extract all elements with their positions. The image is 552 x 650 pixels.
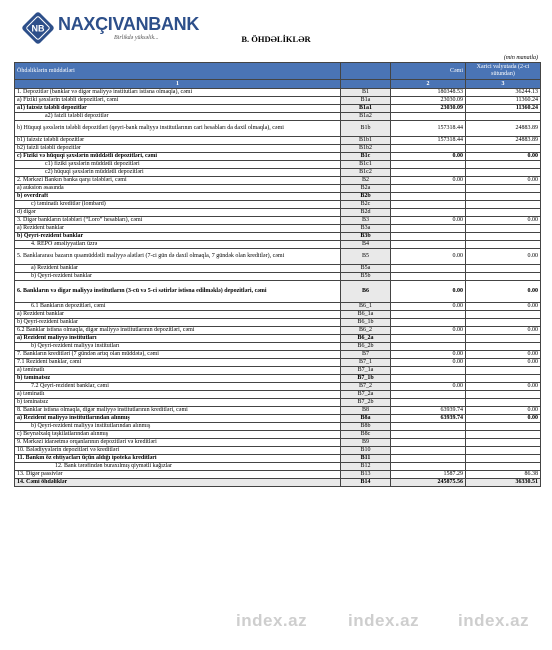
row-code: B7_2 bbox=[341, 383, 391, 391]
row-name: 6. Bankların və digər maliyyə institutların (3-cü və 5-ci sətirlər istisna edilməklə) depozitləri, cəmi bbox=[15, 281, 341, 303]
row-total-value bbox=[391, 399, 466, 407]
table-row bbox=[15, 343, 541, 351]
row-code: B12 bbox=[341, 463, 391, 471]
table-header-row bbox=[15, 63, 541, 80]
row-name: 12. Bank tərəfindən buraxılmış qiymətli kağızlar bbox=[15, 463, 341, 471]
table-row bbox=[15, 311, 541, 319]
row-foreign-value bbox=[466, 241, 541, 249]
watermark: index.az bbox=[458, 611, 530, 630]
row-total-value bbox=[391, 113, 466, 121]
table-row bbox=[15, 233, 541, 241]
header-total: Cəmi bbox=[391, 63, 466, 80]
row-code: B2c bbox=[341, 201, 391, 209]
row-foreign-value bbox=[466, 209, 541, 217]
row-total-value bbox=[391, 431, 466, 439]
table-row bbox=[15, 359, 541, 367]
row-name: 9. Mərkəzi idarəetmə orqanlarının depozitləri və kreditləri bbox=[15, 439, 341, 447]
row-name: 6.1 Bankların depozitləri, cəmi bbox=[15, 303, 341, 311]
row-total-value bbox=[391, 273, 466, 281]
row-foreign-value bbox=[466, 463, 541, 471]
row-foreign-value: 0.00 bbox=[466, 153, 541, 161]
table-row bbox=[15, 399, 541, 407]
row-name: b) Qeyri-rezident banklar bbox=[15, 319, 341, 327]
row-total-value: 63939.74 bbox=[391, 407, 466, 415]
table-row bbox=[15, 439, 541, 447]
row-code: B1b bbox=[341, 121, 391, 137]
table-row bbox=[15, 225, 541, 233]
row-name: 7.1 Rezident banklar, cəmi bbox=[15, 359, 341, 367]
row-code: B8a bbox=[341, 415, 391, 423]
table-row bbox=[15, 217, 541, 225]
row-foreign-value bbox=[466, 145, 541, 153]
table-row bbox=[15, 137, 541, 145]
row-code: B11 bbox=[341, 455, 391, 463]
row-total-value: 0.00 bbox=[391, 351, 466, 359]
row-total-value: 0.00 bbox=[391, 383, 466, 391]
table-row bbox=[15, 121, 541, 137]
row-total-value: 23030.09 bbox=[391, 105, 466, 113]
row-code: B7_1a bbox=[341, 367, 391, 375]
row-total-value bbox=[391, 391, 466, 399]
row-name: 10. Bələdiyyələrin depozitləri və kreditləri bbox=[15, 447, 341, 455]
row-name: 14. Cəmi öhdəliklər bbox=[15, 479, 341, 487]
row-foreign-value bbox=[466, 439, 541, 447]
row-code: B1a bbox=[341, 97, 391, 105]
table-row bbox=[15, 455, 541, 463]
row-foreign-value bbox=[466, 343, 541, 351]
bank-name: NAXÇIVANBANK bbox=[58, 14, 200, 34]
row-code: B1c2 bbox=[341, 169, 391, 177]
row-total-value: 0.00 bbox=[391, 303, 466, 311]
row-code: B1a2 bbox=[341, 113, 391, 121]
row-name: b) təminatsız bbox=[15, 399, 341, 407]
row-foreign-value bbox=[466, 311, 541, 319]
table-row bbox=[15, 375, 541, 383]
row-name: 4. REPO əməliyyatları üzrə bbox=[15, 241, 341, 249]
row-code: B1c bbox=[341, 153, 391, 161]
row-code: B5b bbox=[341, 273, 391, 281]
row-total-value: 63939.74 bbox=[391, 415, 466, 423]
row-foreign-value bbox=[466, 423, 541, 431]
row-foreign-value bbox=[466, 455, 541, 463]
table-row bbox=[15, 241, 541, 249]
table-row bbox=[15, 185, 541, 193]
row-name: c) Beynəlxalq təşkilatlarından alınmış bbox=[15, 431, 341, 439]
row-code: B7_2a bbox=[341, 391, 391, 399]
page-title: B. ÖHDƏLİKLƏR bbox=[241, 34, 311, 44]
row-foreign-value: 0.00 bbox=[466, 351, 541, 359]
table-row bbox=[15, 431, 541, 439]
table-row bbox=[15, 447, 541, 455]
row-total-value: 0.00 bbox=[391, 281, 466, 303]
table-row bbox=[15, 209, 541, 217]
row-total-value: 245875.56 bbox=[391, 479, 466, 487]
row-foreign-value bbox=[466, 161, 541, 169]
row-total-value: 0.00 bbox=[391, 359, 466, 367]
row-foreign-value: 0.00 bbox=[466, 281, 541, 303]
row-name: b) overdraft bbox=[15, 193, 341, 201]
row-name: c) Fiziki və hüquqi şəxslərin müddətli depozitləri, cəmi bbox=[15, 153, 341, 161]
table-row bbox=[15, 479, 541, 487]
row-name: b) Qeyri-rezident maliyyə institutları bbox=[15, 343, 341, 351]
row-total-value: 157318.44 bbox=[391, 137, 466, 145]
row-code: B2a bbox=[341, 185, 391, 193]
row-total-value: 1587.29 bbox=[391, 471, 466, 479]
row-total-value bbox=[391, 265, 466, 273]
table-row bbox=[15, 303, 541, 311]
row-name: b) Qeyri-rezident banklar bbox=[15, 273, 341, 281]
row-name: a1) faizsiz tələbli depozitlər bbox=[15, 105, 341, 113]
row-foreign-value bbox=[466, 367, 541, 375]
row-name: c2) hüquqi şəxslərin müddətli depozitləri bbox=[15, 169, 341, 177]
row-total-value: 0.00 bbox=[391, 177, 466, 185]
row-name: 7. Bankların kreditləri (7 gündən artıq olan müddətə), cəmi bbox=[15, 351, 341, 359]
row-total-value bbox=[391, 241, 466, 249]
table-row bbox=[15, 463, 541, 471]
row-foreign-value: 0.00 bbox=[466, 303, 541, 311]
row-code: B3a bbox=[341, 225, 391, 233]
row-foreign-value: 0.00 bbox=[466, 327, 541, 335]
column-number-1: 1 bbox=[15, 80, 341, 89]
row-foreign-value bbox=[466, 391, 541, 399]
row-foreign-value bbox=[466, 447, 541, 455]
row-foreign-value bbox=[466, 319, 541, 327]
row-name: 6.2 Banklar istisna olmaqla, digər maliyyə institutlarının depozitləri, cəmi bbox=[15, 327, 341, 335]
row-code: B14 bbox=[341, 479, 391, 487]
row-total-value: 0.00 bbox=[391, 249, 466, 265]
row-name: a) Rezident maliyyə institutları bbox=[15, 335, 341, 343]
table-row bbox=[15, 153, 541, 161]
row-name: 1. Depozitlər (banklar və digər maliyyə institutları istisna olmaqla), cəmi bbox=[15, 89, 341, 97]
table-row bbox=[15, 201, 541, 209]
row-foreign-value: 0.00 bbox=[466, 383, 541, 391]
row-total-value bbox=[391, 375, 466, 383]
row-total-value: 23030.09 bbox=[391, 97, 466, 105]
row-code: B6_1a bbox=[341, 311, 391, 319]
row-code: B5a bbox=[341, 265, 391, 273]
table-row bbox=[15, 407, 541, 415]
table-row bbox=[15, 471, 541, 479]
row-total-value: 180348.53 bbox=[391, 89, 466, 97]
table-row bbox=[15, 145, 541, 153]
row-name: a) auksion əsasında bbox=[15, 185, 341, 193]
watermark: index.az bbox=[348, 611, 420, 630]
table-row bbox=[15, 265, 541, 273]
row-foreign-value: 0.00 bbox=[466, 407, 541, 415]
row-foreign-value bbox=[466, 399, 541, 407]
row-foreign-value bbox=[466, 273, 541, 281]
row-name: 5. Banklararası bazarın qısamüddətli maliyyə alətləri (7-ci gün də daxil olmaqla, 7 gündək olan kreditlər), cəmi bbox=[15, 249, 341, 265]
row-total-value bbox=[391, 423, 466, 431]
row-code: B7_1b bbox=[341, 375, 391, 383]
row-name: 7.2 Qeyri-rezident banklar, cəmi bbox=[15, 383, 341, 391]
row-code: B1b2 bbox=[341, 145, 391, 153]
row-total-value bbox=[391, 439, 466, 447]
row-code: B6_1b bbox=[341, 319, 391, 327]
row-name: a) Fiziki şəxslərin tələbli depozitləri, cəmi bbox=[15, 97, 341, 105]
row-name: c1) fiziki şəxslərin müddətli depozitləri bbox=[15, 161, 341, 169]
row-foreign-value bbox=[466, 265, 541, 273]
row-total-value: 157318.44 bbox=[391, 121, 466, 137]
row-foreign-value: 36330.51 bbox=[466, 479, 541, 487]
row-foreign-value: 0.00 bbox=[466, 177, 541, 185]
row-name: a) Rezident banklar bbox=[15, 225, 341, 233]
row-total-value bbox=[391, 193, 466, 201]
row-name: 11. Bankın öz ehtiyacları üçün aldığı ipoteka kreditləri bbox=[15, 455, 341, 463]
row-foreign-value: 36244.13 bbox=[466, 89, 541, 97]
row-code: B2d bbox=[341, 209, 391, 217]
row-name: b) təminatsız bbox=[15, 375, 341, 383]
row-code: B10 bbox=[341, 447, 391, 455]
row-name: 8. Banklar istisna olmaqla, digər maliyyə institutlarının kreditləri, cəmi bbox=[15, 407, 341, 415]
table-row bbox=[15, 281, 541, 303]
table-row bbox=[15, 423, 541, 431]
table-row bbox=[15, 89, 541, 97]
row-name: a) təminatlı bbox=[15, 391, 341, 399]
row-code: B5 bbox=[341, 249, 391, 265]
row-foreign-value bbox=[466, 335, 541, 343]
row-name: b1) faizsiz tələbli depozitlər bbox=[15, 137, 341, 145]
row-total-value bbox=[391, 201, 466, 209]
table-row bbox=[15, 335, 541, 343]
column-number-3: 3 bbox=[466, 80, 541, 89]
row-foreign-value: 24883.89 bbox=[466, 137, 541, 145]
row-foreign-value bbox=[466, 225, 541, 233]
header-foreign-currency: Xarici valyutada (2-ci sütundan) bbox=[466, 63, 541, 80]
row-total-value: 0.00 bbox=[391, 153, 466, 161]
row-code: B8 bbox=[341, 407, 391, 415]
row-foreign-value: 24883.89 bbox=[466, 121, 541, 137]
table-row bbox=[15, 273, 541, 281]
row-name: 3. Digər bankların tələbləri (“Loro” hesabları), cəmi bbox=[15, 217, 341, 225]
row-code: B9 bbox=[341, 439, 391, 447]
row-total-value: 0.00 bbox=[391, 327, 466, 335]
row-code: B7_1 bbox=[341, 359, 391, 367]
row-total-value bbox=[391, 169, 466, 177]
liabilities-table bbox=[14, 62, 541, 487]
row-code: B8b bbox=[341, 423, 391, 431]
watermark: index.az bbox=[236, 611, 308, 630]
table-row bbox=[15, 169, 541, 177]
row-foreign-value bbox=[466, 431, 541, 439]
table-row bbox=[15, 105, 541, 113]
row-code: B1b1 bbox=[341, 137, 391, 145]
row-total-value bbox=[391, 447, 466, 455]
row-foreign-value bbox=[466, 193, 541, 201]
row-total-value bbox=[391, 319, 466, 327]
row-total-value bbox=[391, 209, 466, 217]
row-name: b) Hüquqi şəxslərin tələbli depozitləri (qeyri-bank maliyyə institutlarının cari hesabları da daxil olmaqla), cəmi bbox=[15, 121, 341, 137]
table-row bbox=[15, 113, 541, 121]
row-name: b) Qeyri-rezident maliyyə institutlarından alınmış bbox=[15, 423, 341, 431]
row-foreign-value: 11360.24 bbox=[466, 105, 541, 113]
row-name: b2) faizli tələbli depozitlər bbox=[15, 145, 341, 153]
bank-slogan: Birlikdə yüksəlik... bbox=[114, 35, 159, 41]
row-name: c) təminatlı kreditlər (lombard) bbox=[15, 201, 341, 209]
row-foreign-value: 0.00 bbox=[466, 415, 541, 423]
row-total-value bbox=[391, 161, 466, 169]
table-row bbox=[15, 193, 541, 201]
row-total-value bbox=[391, 185, 466, 193]
column-number-row bbox=[15, 80, 541, 89]
row-total-value bbox=[391, 225, 466, 233]
row-name: a) Rezident banklar bbox=[15, 265, 341, 273]
row-code: B6_2 bbox=[341, 327, 391, 335]
table-row bbox=[15, 319, 541, 327]
row-code: B1c1 bbox=[341, 161, 391, 169]
row-name: a) Rezident banklar bbox=[15, 311, 341, 319]
row-code: B7 bbox=[341, 351, 391, 359]
column-number-2: 2 bbox=[391, 80, 466, 89]
row-total-value bbox=[391, 233, 466, 241]
table-row bbox=[15, 351, 541, 359]
logo-badge-letters: NB bbox=[31, 23, 45, 34]
table-row bbox=[15, 161, 541, 169]
table-row bbox=[15, 383, 541, 391]
row-code: B1a1 bbox=[341, 105, 391, 113]
row-foreign-value bbox=[466, 169, 541, 177]
row-foreign-value: 0.00 bbox=[466, 249, 541, 265]
row-foreign-value bbox=[466, 201, 541, 209]
row-foreign-value: 0.00 bbox=[466, 217, 541, 225]
row-total-value bbox=[391, 455, 466, 463]
row-code: B4 bbox=[341, 241, 391, 249]
table-row bbox=[15, 249, 541, 265]
row-code: B6_1 bbox=[341, 303, 391, 311]
header-name: Öhdəliklərin müddətləri bbox=[15, 63, 341, 80]
row-code: B6_2b bbox=[341, 343, 391, 351]
column-number-code bbox=[341, 80, 391, 89]
row-code: B8c bbox=[341, 431, 391, 439]
row-name: 2. Mərkəzi Bankın banka qarşı tələbləri, cəmi bbox=[15, 177, 341, 185]
row-total-value bbox=[391, 463, 466, 471]
table-row bbox=[15, 415, 541, 423]
row-foreign-value: 0.00 bbox=[466, 359, 541, 367]
row-foreign-value bbox=[466, 185, 541, 193]
row-foreign-value bbox=[466, 233, 541, 241]
row-total-value bbox=[391, 145, 466, 153]
table-row bbox=[15, 177, 541, 185]
row-code: B6 bbox=[341, 281, 391, 303]
header-code bbox=[341, 63, 391, 80]
row-name: a2) faizli tələbli depozitlər bbox=[15, 113, 341, 121]
row-code: B3b bbox=[341, 233, 391, 241]
table-row bbox=[15, 97, 541, 105]
row-code: B3 bbox=[341, 217, 391, 225]
row-total-value bbox=[391, 311, 466, 319]
row-code: B2b bbox=[341, 193, 391, 201]
row-code: B7_2b bbox=[341, 399, 391, 407]
row-foreign-value bbox=[466, 375, 541, 383]
table-row bbox=[15, 367, 541, 375]
row-total-value bbox=[391, 343, 466, 351]
row-total-value bbox=[391, 335, 466, 343]
table-row bbox=[15, 391, 541, 399]
row-code: B13 bbox=[341, 471, 391, 479]
row-code: B2 bbox=[341, 177, 391, 185]
row-name: a) Rezident maliyyə institutlarından alınmış bbox=[15, 415, 341, 423]
unit-label: (min manatla) bbox=[503, 55, 538, 61]
table-row bbox=[15, 327, 541, 335]
row-foreign-value bbox=[466, 113, 541, 121]
row-total-value: 0.00 bbox=[391, 217, 466, 225]
row-code: B1 bbox=[341, 89, 391, 97]
row-total-value bbox=[391, 367, 466, 375]
row-code: B6_2a bbox=[341, 335, 391, 343]
row-foreign-value: 86.38 bbox=[466, 471, 541, 479]
row-name: 13. Digər passivlər bbox=[15, 471, 341, 479]
row-name: b) Qeyri-rezident banklar bbox=[15, 233, 341, 241]
row-name: d) digər bbox=[15, 209, 341, 217]
row-foreign-value: 11360.24 bbox=[466, 97, 541, 105]
row-name: a) təminatlı bbox=[15, 367, 341, 375]
